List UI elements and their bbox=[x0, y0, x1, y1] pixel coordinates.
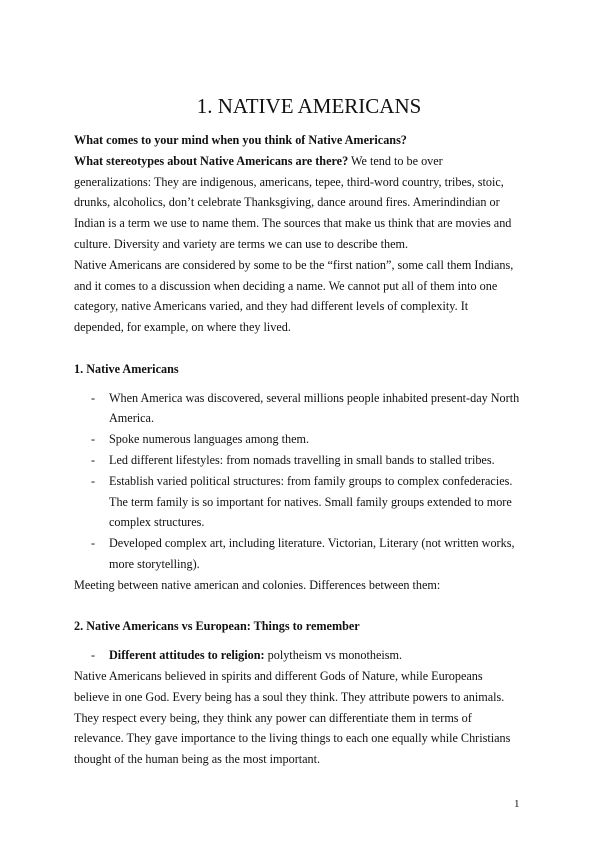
section-2-heading: 2. Native Americans vs European: Things to remember bbox=[74, 619, 360, 634]
dash-marker: - bbox=[91, 452, 96, 467]
dash-marker: - bbox=[91, 648, 96, 663]
list-item bbox=[74, 388, 520, 430]
section-2-list bbox=[74, 645, 520, 666]
list-item bbox=[74, 471, 520, 533]
dash-marker: - bbox=[91, 390, 96, 405]
list-item-text: When America was discovered, several millions people inhabited present-day North America. bbox=[109, 390, 520, 426]
religion-label: Different attitudes to religion: bbox=[109, 648, 265, 663]
religion-text: polytheism vs monotheism. bbox=[264, 648, 403, 663]
section-1-heading: 1. Native Americans bbox=[74, 361, 179, 376]
question-2-bold: What stereotypes about Native Americans are there? bbox=[74, 153, 349, 168]
list-item bbox=[74, 429, 520, 450]
list-item-text: Establish varied political structures: from family groups to complex confederacies. The term family is so important for natives. Small family groups extended to more complex structures. bbox=[109, 473, 513, 530]
intro-question-2 bbox=[74, 151, 520, 255]
page-title: 1. NATIVE AMERICANS bbox=[196, 94, 422, 118]
list-item bbox=[74, 450, 520, 471]
page-number: 1 bbox=[514, 798, 520, 810]
intro-paragraph-2: Native Americans are considered by some to be the “first nation”, some call them Indians, and it comes to a discussion when deciding a name. We cannot put all of them into one category, native Americans varied, and they had different levels of complexity. It depended, for example, on where they lived. bbox=[74, 257, 514, 335]
question-2-text: We tend to be over generalizations: They are indigenous, americans, tepee, third-word country, tribes, stoic, drunks, alcoholics, don’t celebrate Thanksgiving, dance around fires. Amerindindian or Indian is a term we use to name them. The sources that make us think that are movies and culture. Diversity and variety are terms we can use to describe them. bbox=[74, 153, 512, 251]
spacer bbox=[74, 338, 520, 359]
intro-question-1 bbox=[74, 130, 520, 151]
list-item-text: Led different lifestyles: from nomads travelling in small bands to stalled tribes. bbox=[109, 452, 495, 467]
section-1-closing: Meeting between native american and colonies. Differences between them: bbox=[74, 577, 441, 592]
spacer bbox=[74, 596, 520, 617]
list-item-text: Spoke numerous languages among them. bbox=[109, 432, 310, 447]
spacer bbox=[74, 637, 520, 645]
spacer bbox=[74, 380, 520, 388]
list-item bbox=[74, 533, 520, 575]
section-1-list bbox=[74, 388, 520, 575]
dash-marker: - bbox=[91, 432, 96, 447]
section-2-paragraph: Native Americans believed in spirits and different Gods of Nature, while Europeans believe in one God. Every being has a soul they think. They attribute powers to animals. They respect every being, they think any power can differentiate them in terms of relevance. They gave importance to the living things to each one equally while Christians thought of the human being as the most important. bbox=[74, 668, 511, 767]
list-item bbox=[74, 645, 520, 666]
dash-marker: - bbox=[91, 473, 96, 488]
list-item-text: Developed complex art, including literature. Victorian, Literary (not written works, more storytelling). bbox=[109, 536, 515, 571]
dash-marker: - bbox=[91, 536, 96, 551]
question-1-text: What comes to your mind when you think of Native Americans? bbox=[74, 133, 407, 147]
document-body bbox=[74, 130, 520, 770]
